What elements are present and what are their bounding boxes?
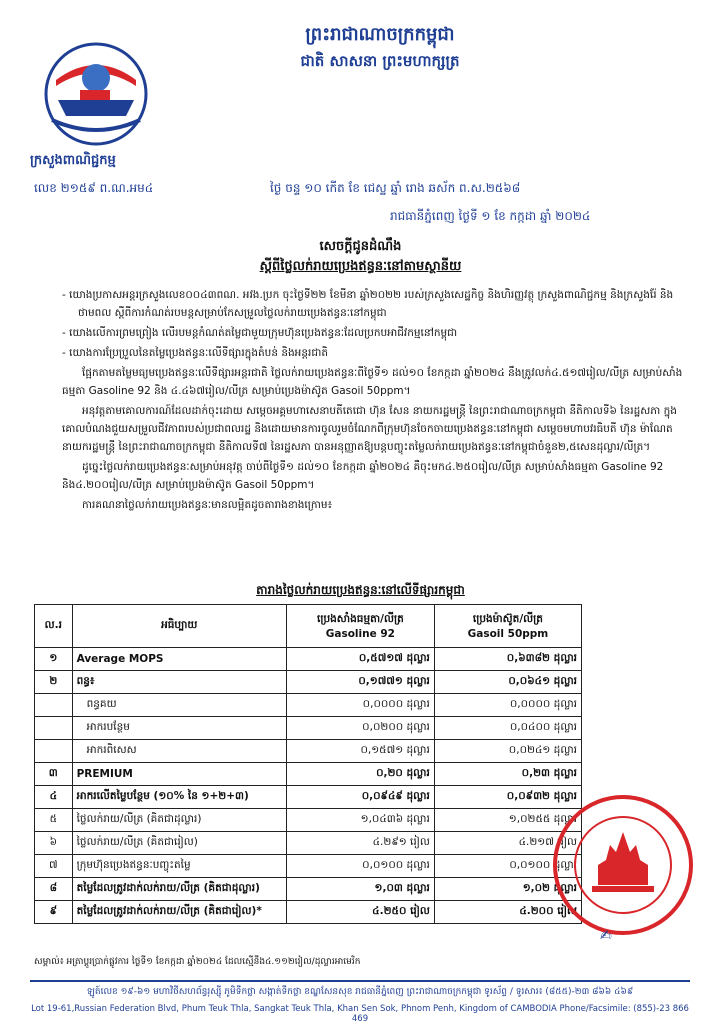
row-gasoline-value: ០,៥៧១៧ ដុល្លារ bbox=[286, 648, 434, 671]
row-no: ៥ bbox=[35, 809, 73, 832]
table-row bbox=[35, 901, 582, 924]
table-row bbox=[35, 878, 582, 901]
national-motto: ជាតិ សាសនា ព្រះមហាក្សត្រ bbox=[300, 52, 460, 70]
body-paragraph: អនុវត្តតាមគោលការណ៍ដែលដាក់ចុះដោយ សម្តេចអគ្គមហាសេនាបតីតេជោ ហ៊ុន សែន នាយករដ្ឋមន្ត្រី នៃព្រះរាជាណាចក្រកម្ពុជា នីតិកាលទី៦ នៃរដ្ឋសភា ក្នុងគោលបំណងជួយសម្រួលជីវភាពរបស់ប្រជាពលរដ្ឋ និងដោយមានការចូលរួមចំណែកពីក្រុមហ៊ុនចែកចាយប្រេងឥន្ធនៈនៅកម្ពុជា សម្តេចមហាបវរធិបតី ហ៊ុន ម៉ាណែត នាយករដ្ឋមន្ត្រី នៃព្រះរាជាណាចក្រកម្ពុជា នីតិកាលទី៧ នៃរដ្ឋសភា បានអនុញ្ញាតឱ្យបន្តបញ្ចុះតម្លៃលក់រាយប្រេងឥន្ធនៈនៅកម្ពុជាចំនួន២,៥សេនដុល្លារ/លីត្រ។ bbox=[62, 405, 677, 453]
row-gasoil-value: ១,០២៥៥ ដុល្លារ bbox=[434, 809, 581, 832]
table-row bbox=[35, 717, 582, 740]
solar-date: រាជធានីភ្នំពេញ ថ្ងៃទី ១ ខែ កក្កដា ឆ្នាំ ២០២៤ bbox=[390, 209, 591, 223]
table-row bbox=[35, 648, 582, 671]
row-description: ថ្លៃលក់រាយ/លីត្រ (គិតជាដុល្លារ) bbox=[72, 809, 286, 832]
header-gasoil: ប្រេងម៉ាស៊ូត/លីត្រ Gasoil 50ppm bbox=[434, 605, 581, 648]
ministry-seal bbox=[548, 790, 698, 940]
table-row bbox=[35, 694, 582, 717]
reference-number: លេខ ២១៥៩ ព.ណ.អម៤ bbox=[34, 181, 154, 195]
row-no: ៣ bbox=[35, 763, 73, 786]
row-description: ពន្ធ៖ bbox=[72, 671, 286, 694]
body-paragraph: ផ្អែកតាមតម្លៃមធ្យមប្រេងឥន្ធនៈលើទីផ្សារអន្តរជាតិ ថ្លៃលក់រាយប្រេងឥន្ធនៈពីថ្ងៃទី១ ដល់១០ ខែកក្កដា ឆ្នាំ២០២៤ នឹងត្រូវលក់៤.៥១៧រៀល/លីត្រ សម្រាប់សាំងធម្មតា Gasoline 92 និង ៤.៤៦៧រៀល/លីត្រ សម្រាប់ប្រេងម៉ាស៊ូត Gasoil 50ppm។ bbox=[62, 367, 683, 397]
row-gasoline-value: ៤.២៩១ រៀល bbox=[286, 832, 434, 855]
table-row bbox=[35, 855, 582, 878]
table-header-row bbox=[35, 605, 582, 648]
row-description: តម្លៃដែលត្រូវដាក់លក់រាយ/លីត្រ (គិតជាដុល្លារ) bbox=[72, 878, 286, 901]
header-no: ល.រ bbox=[35, 605, 73, 648]
notice-subject: ស្តីពីថ្លៃលក់រាយប្រេងឥន្ធនៈនៅតាមស្ថានីយ bbox=[259, 259, 462, 274]
row-gasoil-value: ១,០២ ដុល្លារ bbox=[434, 878, 581, 901]
row-gasoline-value: ០,២០ ដុល្លារ bbox=[286, 763, 434, 786]
reference-bullet: - យោងការប្រែប្រួលនៃតម្លៃប្រេងឥន្ធនៈលើទីផ្សារក្នុងតំបន់ និងអន្តរជាតិ bbox=[62, 347, 328, 359]
row-gasoil-value: ៤.២១៧ រៀល bbox=[434, 832, 581, 855]
row-no: ១ bbox=[35, 648, 73, 671]
notice-title: សេចក្តីជូនដំណឹង bbox=[319, 239, 402, 254]
header-gasoline: ប្រេងសាំងធម្មតា/លីត្រ Gasoline 92 bbox=[286, 605, 434, 648]
row-description: ក្រុមហ៊ុនប្រេងឥន្ធនៈបញ្ចុះតម្លៃ bbox=[72, 855, 286, 878]
body-paragraph: ដូច្នេះថ្លៃលក់រាយប្រេងឥន្ធនៈសម្រាប់អនុវត្ត ចាប់ពីថ្ងៃទី១ ដល់១០ ខែកក្កដា ឆ្នាំ២០២៤ គឺចុះមក៤.២៥០រៀល/លីត្រ សម្រាប់សាំងធម្មតា Gasoline 92 និង៤.២០០រៀល/លីត្រ សម្រាប់ប្រេងម៉ាស៊ូត Gasoil 50ppm។ bbox=[62, 461, 664, 491]
notice-body bbox=[62, 286, 692, 516]
row-gasoline-value: ០,០១០០ ដុល្លារ bbox=[286, 855, 434, 878]
row-description: អាករលើតម្លៃបន្ថែម (១០% នៃ ១+២+៣) bbox=[72, 786, 286, 809]
fuel-price-table bbox=[34, 604, 582, 924]
row-gasoil-value: ០,០០០០ ដុល្លារ bbox=[434, 694, 581, 717]
reference-bullet: - យោងប្រកាសអន្តរក្រសួងលេខ០០៤៣ពណ. អវង.ប្រក ចុះថ្ងៃទី២២ ខែមីនា ឆ្នាំ២០២២ របស់ក្រសួងសេដ្ឋកិច្ច និងហិរញ្ញវត្ថុ ក្រសួងពាណិជ្ជកម្ម និងក្រសួងរ៉ែ និងថាមពល ស្តីពីការកំណត់របមន្តសម្រាប់កែសម្រួលថ្លៃលក់រាយប្រេងឥន្ធនៈនៅកម្ពុជា bbox=[62, 289, 674, 319]
table-title: តារាងថ្លៃលក់រាយប្រេងឥន្ធនៈនៅលើទីផ្សារកម្ពុជា bbox=[256, 583, 465, 597]
reference-bullet: - យោងលើការព្រមព្រៀង លើរបមន្តកំណត់តម្លៃជាមួយក្រុមហ៊ុនប្រេងឥន្ធនៈដែលប្រកបអាជីវកម្មនៅកម្ពុជា bbox=[62, 327, 458, 339]
footer-address-english: Lot 19-61,Russian Federation Blvd, Phum Teuk Thla, Sangkat Teuk Thla, Khan Sen Sok, Phnom Penh, Kingdom of CAMBODIA Phone/Facsimile: (855)-23 866 469 bbox=[31, 1004, 689, 1024]
row-no bbox=[35, 694, 73, 717]
row-gasoline-value: ០,១៧៧១ ដុល្លារ bbox=[286, 671, 434, 694]
row-gasoline-value: ០,០៩៤៩ ដុល្លារ bbox=[286, 786, 434, 809]
exchange-rate-note: សម្គាល់៖ អត្រាប្តូរប្រាក់ផ្លូវការ ថ្ងៃទី១ ខែកក្កដា ឆ្នាំ២០២៤ ដែលស្មើនឹង៤.១១២រៀល/ដុល្លារអាមេរិក bbox=[34, 957, 361, 967]
row-gasoline-value: ០,០២០០ ដុល្លារ bbox=[286, 717, 434, 740]
row-description: តម្លៃដែលត្រូវដាក់លក់រាយ/លីត្រ (គិតជារៀល)* bbox=[72, 901, 286, 924]
row-gasoline-value: ០,០០០០ ដុល្លារ bbox=[286, 694, 434, 717]
row-gasoil-value: ០,០១០០ ដុល្លារ bbox=[434, 855, 581, 878]
row-no: ៦ bbox=[35, 832, 73, 855]
body-paragraph: ការគណនាថ្លៃលក់រាយប្រេងឥន្ធនៈមានលម្អិតដូចតារាងខាងក្រោម៖ bbox=[82, 499, 333, 511]
row-no: ៤ bbox=[35, 786, 73, 809]
ministry-logo bbox=[36, 40, 156, 152]
kingdom-title: ព្រះរាជាណាចក្រកម្ពុជា bbox=[305, 24, 455, 45]
table-row bbox=[35, 786, 582, 809]
table-row bbox=[35, 832, 582, 855]
row-gasoline-value: ៤.២៥០ រៀល bbox=[286, 901, 434, 924]
row-gasoline-value: ១,០៤៣៦ ដុល្លារ bbox=[286, 809, 434, 832]
row-description: អាករបន្ថែម bbox=[72, 717, 286, 740]
row-gasoil-value: ០,០៩៣២ ដុល្លារ bbox=[434, 786, 581, 809]
row-no bbox=[35, 717, 73, 740]
table-row bbox=[35, 671, 582, 694]
table-row bbox=[35, 763, 582, 786]
footer-divider bbox=[30, 980, 690, 982]
row-description: PREMIUM bbox=[72, 763, 286, 786]
row-description: ពន្ធគយ bbox=[72, 694, 286, 717]
row-gasoil-value: ០,៦៣៨២ ដុល្លារ bbox=[434, 648, 581, 671]
row-no: ៩ bbox=[35, 901, 73, 924]
row-gasoil-value: ០,២៣ ដុល្លារ bbox=[434, 763, 581, 786]
signature-icon: ✍ bbox=[600, 928, 612, 944]
row-gasoil-value: ០,០៤០០ ដុល្លារ bbox=[434, 717, 581, 740]
row-description: អាករពិសេស bbox=[72, 740, 286, 763]
footer-address-khmer: ឡូត៍លេខ ១៩-៦១ មហាវិថីសហព័ន្ធរុស្ស៊ី ភូមិទឹកថ្លា សង្កាត់ទឹកថ្លា ខណ្ឌសែនសុខ រាជធានីភ្នំពេញ ព្រះរាជាណាចក្រកម្ពុជា ទូរស័ព្ទ / ទូរសារ៖ (៨៥៥)-២៣ ៨៦៦ ៤៦៩ bbox=[86, 987, 634, 997]
lunar-date: ថ្ងៃ ចន្ទ ១០ កើត ខែ ជេស្ឋ ឆ្នាំ រោង ឆស័ក ព.ស.២៥៦៨ bbox=[270, 181, 521, 195]
row-description: ថ្លៃលក់រាយ/លីត្រ (គិតជារៀល) bbox=[72, 832, 286, 855]
row-gasoil-value: ០,០២៤១ ដុល្លារ bbox=[434, 740, 581, 763]
row-no bbox=[35, 740, 73, 763]
row-gasoline-value: ១,០៣ ដុល្លារ bbox=[286, 878, 434, 901]
table-row bbox=[35, 809, 582, 832]
row-description: Average MOPS bbox=[72, 648, 286, 671]
row-no: ២ bbox=[35, 671, 73, 694]
ministry-name: ក្រសួងពាណិជ្ជកម្ម bbox=[30, 153, 116, 168]
row-gasoil-value: ៤.២០០ រៀល bbox=[434, 901, 581, 924]
header-description: អធិប្បាយ bbox=[72, 605, 286, 648]
row-no: ៧ bbox=[35, 855, 73, 878]
row-no: ៨ bbox=[35, 878, 73, 901]
row-gasoil-value: ០,០៦៤១ ដុល្លារ bbox=[434, 671, 581, 694]
row-gasoline-value: ០,១៥៧១ ដុល្លារ bbox=[286, 740, 434, 763]
table-row bbox=[35, 740, 582, 763]
